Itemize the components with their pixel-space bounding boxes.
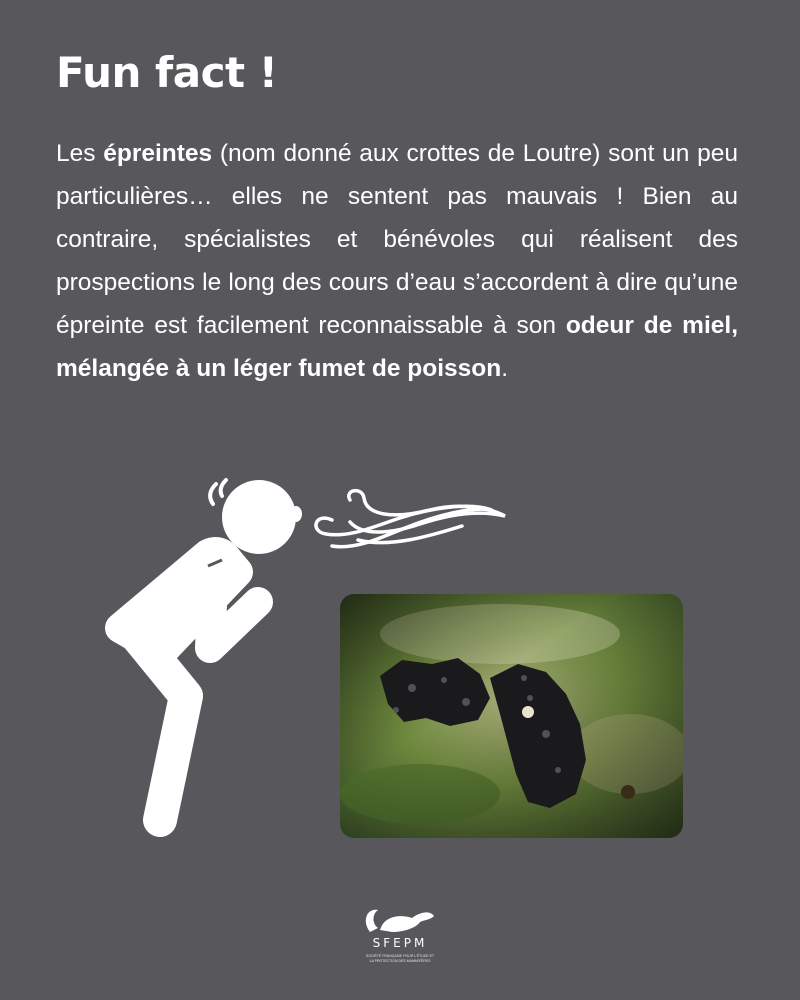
smell-swirl-icon	[316, 491, 505, 547]
sfepm-logo	[360, 902, 440, 972]
paragraph-bold-odeur: odeur de miel, mélangée à un léger fumet de poisson	[56, 312, 738, 382]
fun-fact-paragraph	[56, 132, 738, 390]
person-legs	[132, 630, 186, 820]
spraint-photo-image	[340, 594, 683, 838]
page-title: Fun fact !	[56, 48, 278, 97]
otter-spraint-photo	[340, 594, 683, 838]
paragraph-bold-epreintes: épreintes	[103, 140, 213, 167]
logo-tagline: SOCIÉTÉ FRANÇAISE POUR L’ÉTUDE ET LA PROTECTION DES MAMMIFÈRES	[365, 954, 435, 963]
person-nose	[290, 506, 302, 522]
person-head	[222, 480, 296, 554]
head-motion-marks	[210, 480, 226, 504]
otter-logo-icon	[360, 902, 440, 936]
logo-name: SFEPM	[372, 936, 428, 950]
paragraph-text-3: .	[501, 355, 508, 382]
paragraph-text-2: (nom donné aux crottes de Loutre) sont un peu particulières… elles ne sentent pas mauvais ! Bien au contraire, spécialistes et bénévoles qui réalisent des prospections le long des cours d’eau s’accordent à dire qu’une épreinte est facilement reconnaissable à son	[56, 140, 738, 339]
paragraph-text-1: Les	[56, 140, 104, 167]
